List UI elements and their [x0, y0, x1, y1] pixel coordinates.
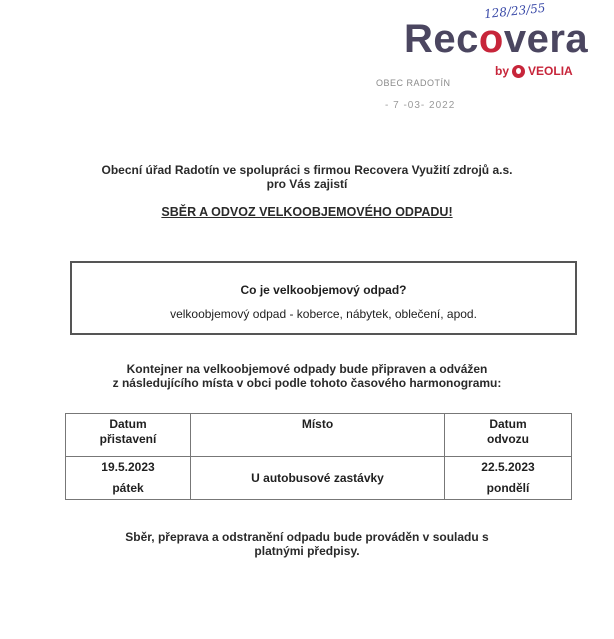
header-pickup-date: Datum odvozu [445, 414, 572, 457]
footer-line-1: Sběr, přeprava a odstranění odpadu bude prováděn v souladu s [125, 530, 489, 544]
intro-line-1: Obecní úřad Radotín ve spolupráci s firmou Recovera Využití zdrojů a.s. [101, 163, 513, 177]
veolia-emblem-icon [512, 65, 525, 78]
intro-line-2: pro Vás zajistí [266, 177, 348, 191]
info-answer: velkoobjemový odpad - koberce, nábytek, oblečení, apod. [170, 307, 477, 321]
pickup-date-cell: 22.5.2023 pondělí [445, 457, 572, 500]
info-question: Co je velkoobjemový odpad? [240, 283, 407, 297]
recovera-logo: Recovera [404, 17, 589, 61]
logo-partner-text: VEOLIA [528, 64, 573, 78]
table-row [66, 457, 572, 500]
page-title: SBĚR A ODVOZ VELKOOBJEMOVÉHO ODPADU! [161, 205, 453, 219]
header-place: Místo [191, 414, 445, 457]
header-placement-date: Datum přistavení [66, 414, 191, 457]
schedule-table [65, 413, 572, 500]
info-box [70, 261, 577, 335]
veolia-logo [495, 64, 573, 78]
schedule-intro-line-2: z následujícího místa v obci podle tohoto časového harmonogramu: [112, 376, 502, 390]
stamp-date: - 7 -03- 2022 [385, 100, 456, 111]
place-cell: U autobusové zastávky [191, 457, 445, 500]
logo-by-text: by [495, 64, 510, 78]
handwritten-reference-number: 128/23/55 [483, 0, 547, 22]
footer-line-2: platnými předpisy. [254, 544, 360, 558]
placement-date-cell: 19.5.2023 pátek [66, 457, 191, 500]
schedule-intro-line-1: Kontejner na velkoobjemové odpady bude připraven a odvážen [126, 362, 488, 376]
table-header-row [66, 414, 572, 457]
stamp-place: OBEC RADOTÍN [376, 78, 451, 88]
